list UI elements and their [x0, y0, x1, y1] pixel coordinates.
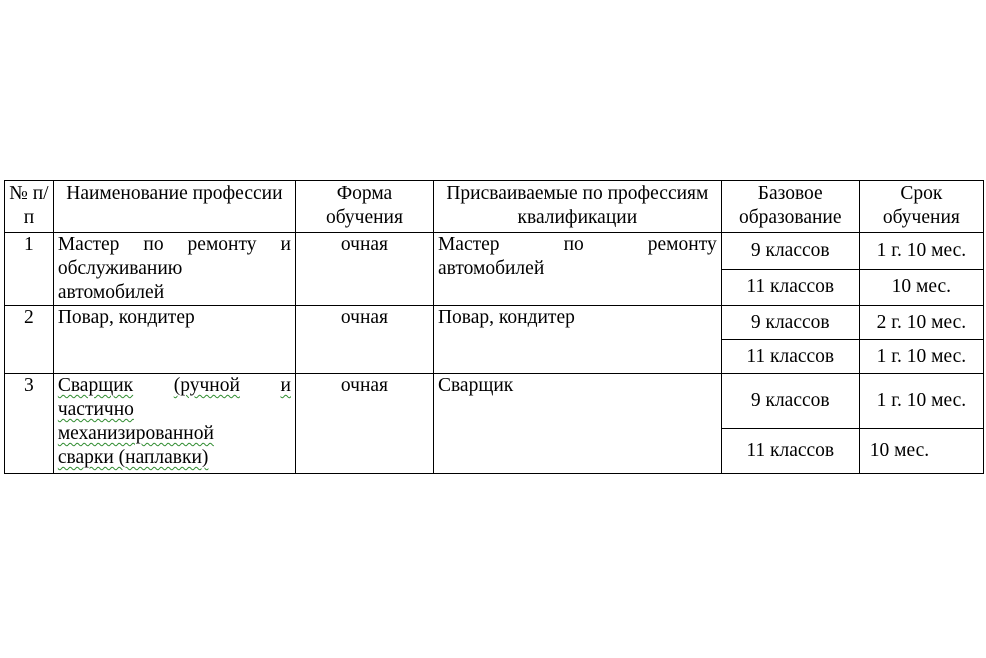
row-term: 1 г. 10 мес. [859, 374, 983, 429]
row-qualification: Мастер по ремонту автомобилей [433, 233, 721, 306]
row-term: 10 мес. [859, 269, 983, 306]
row-num: 1 [5, 233, 54, 306]
row-base: 11 классов [721, 429, 859, 474]
header-num: № п/п [5, 181, 54, 233]
header-name: Наименование профессии [53, 181, 295, 233]
header-base: Базовое образование [721, 181, 859, 233]
row-base: 9 классов [721, 374, 859, 429]
row-base: 11 классов [721, 269, 859, 306]
row-term: 1 г. 10 мес. [859, 340, 983, 374]
row-name: Повар, кондитер [53, 306, 295, 374]
header-qualification: Присваиваемые по профессиям квалификации [433, 181, 721, 233]
table-row [5, 306, 984, 340]
row-form: очная [295, 306, 433, 374]
row-form: очная [295, 233, 433, 306]
professions-table [4, 180, 984, 474]
row-form: очная [295, 374, 433, 474]
row-base: 11 классов [721, 340, 859, 374]
table-row [5, 374, 984, 429]
header-form: Форма обучения [295, 181, 433, 233]
row-name-first-line: Сварщик (ручной и [57, 375, 291, 396]
row-term: 1 г. 10 мес. [859, 233, 983, 270]
row-qualification: Сварщик [433, 374, 721, 474]
row-term: 2 г. 10 мес. [859, 306, 983, 340]
row-base: 9 классов [721, 306, 859, 340]
table-header-row [5, 181, 984, 233]
row-num: 2 [5, 306, 54, 374]
table-row [5, 233, 984, 270]
row-num: 3 [5, 374, 54, 474]
row-name: Сварщик (ручной и частично механизированной сварки (наплавки) [53, 374, 295, 474]
row-name: Мастер по ремонту и обслуживанию автомобилей [53, 233, 295, 306]
row-name-first-line: Мастер по ремонту и [57, 234, 291, 255]
row-qualification: Повар, кондитер [433, 306, 721, 374]
row-qualification-first-line: Мастер по ремонту [437, 234, 717, 255]
row-base: 9 классов [721, 233, 859, 270]
row-term: 10 мес. [859, 429, 983, 474]
header-term: Срок обучения [859, 181, 983, 233]
